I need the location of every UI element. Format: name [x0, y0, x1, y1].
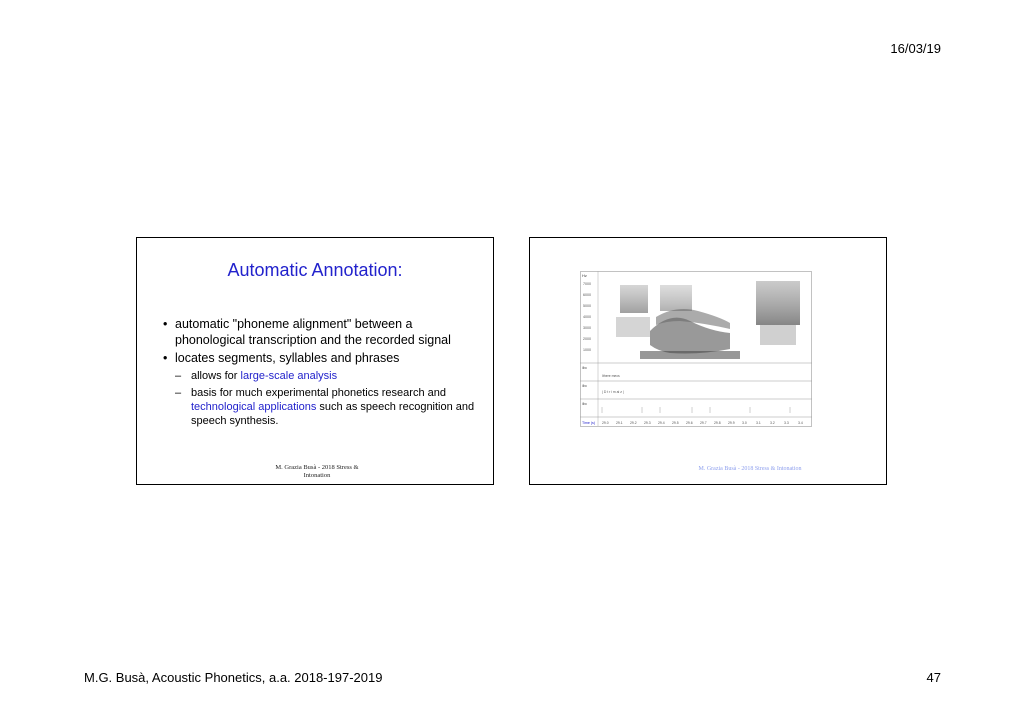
tier-label: ilbc: [582, 366, 588, 370]
freq-tick-label: 1000: [583, 348, 591, 352]
sub-bullet-text: allows for: [191, 370, 241, 382]
bullet-list: [161, 316, 481, 428]
bullet-text: automatic "phoneme alignment" between a phonological transcription and the recorded signal: [175, 317, 451, 347]
highlight-text: large-scale analysis: [240, 370, 338, 382]
freq-tick-label: 5000: [583, 304, 591, 308]
highlight-text: technological applications: [191, 401, 317, 413]
time-tick-label: 29.3: [644, 421, 651, 425]
slide-footer-line: Intonation: [303, 472, 331, 479]
time-axis-label: Time (s): [582, 421, 596, 425]
slide-footer-line: M. Grazia Busà - 2018 Stress &: [275, 464, 359, 471]
time-tick-label: 29.9: [728, 421, 735, 425]
time-tick-label: 29.2: [630, 421, 637, 425]
freq-tick-label: 7000: [583, 282, 591, 286]
time-tick-label: 29.4: [658, 421, 665, 425]
freq-tick-label: 2000: [583, 337, 591, 341]
freq-tick-label: 6000: [583, 293, 591, 297]
page-footer-text: M.G. Busà, Acoustic Phonetics, a.a. 2018-197-2019: [84, 670, 383, 685]
slide-thumbnail-2: [529, 237, 887, 485]
tier-label: ilbc: [582, 384, 588, 388]
time-tick-label: 29.0: [602, 421, 609, 425]
bullet-text: locates segments, syllables and phrases: [175, 351, 400, 365]
spectrogram-figure: [580, 271, 812, 431]
time-tick-label: 3.0: [742, 421, 747, 425]
time-tick-label: 3.2: [770, 421, 775, 425]
tier-text: | D t r i m ai z |: [602, 390, 624, 394]
time-tick-label: 3.1: [756, 421, 761, 425]
dash-icon: –: [175, 387, 182, 399]
tier-label: ilbc: [582, 402, 588, 406]
freq-tick-label: 4000: [583, 315, 591, 319]
time-tick-label: 3.3: [784, 421, 789, 425]
bullet-item: [161, 350, 481, 366]
time-tick-label: 29.5: [672, 421, 679, 425]
tier-text: Ithere mecs: [602, 374, 620, 378]
freq-unit-label: Hz: [582, 273, 587, 278]
page-number: 47: [926, 670, 941, 685]
bullet-dot-icon: •: [163, 351, 168, 365]
sub-bullet-item: [161, 386, 481, 428]
date-header: 16/03/19: [890, 41, 941, 56]
slide-footer: [247, 464, 387, 480]
slide-thumbnail-1: [136, 237, 494, 485]
sub-bullet-item: [161, 369, 481, 383]
bullet-item: [161, 316, 481, 348]
freq-tick-label: 3000: [583, 326, 591, 330]
slide-footer: M. Grazia Busà - 2018 Stress & Intonation: [698, 466, 802, 472]
dash-icon: –: [175, 370, 182, 382]
slide-title: Automatic Annotation:: [227, 260, 403, 280]
sub-bullet-text: basis for much experimental phonetics research and: [191, 387, 446, 399]
sub-bullet-text: such as speech recognition and speech synthesis.: [191, 401, 475, 427]
bullet-dot-icon: •: [163, 317, 168, 331]
time-tick-label: 3.4: [798, 421, 803, 425]
time-tick-label: 29.6: [686, 421, 693, 425]
time-tick-label: 29.1: [616, 421, 623, 425]
time-tick-label: 29.8: [714, 421, 721, 425]
time-tick-label: 29.7: [700, 421, 707, 425]
